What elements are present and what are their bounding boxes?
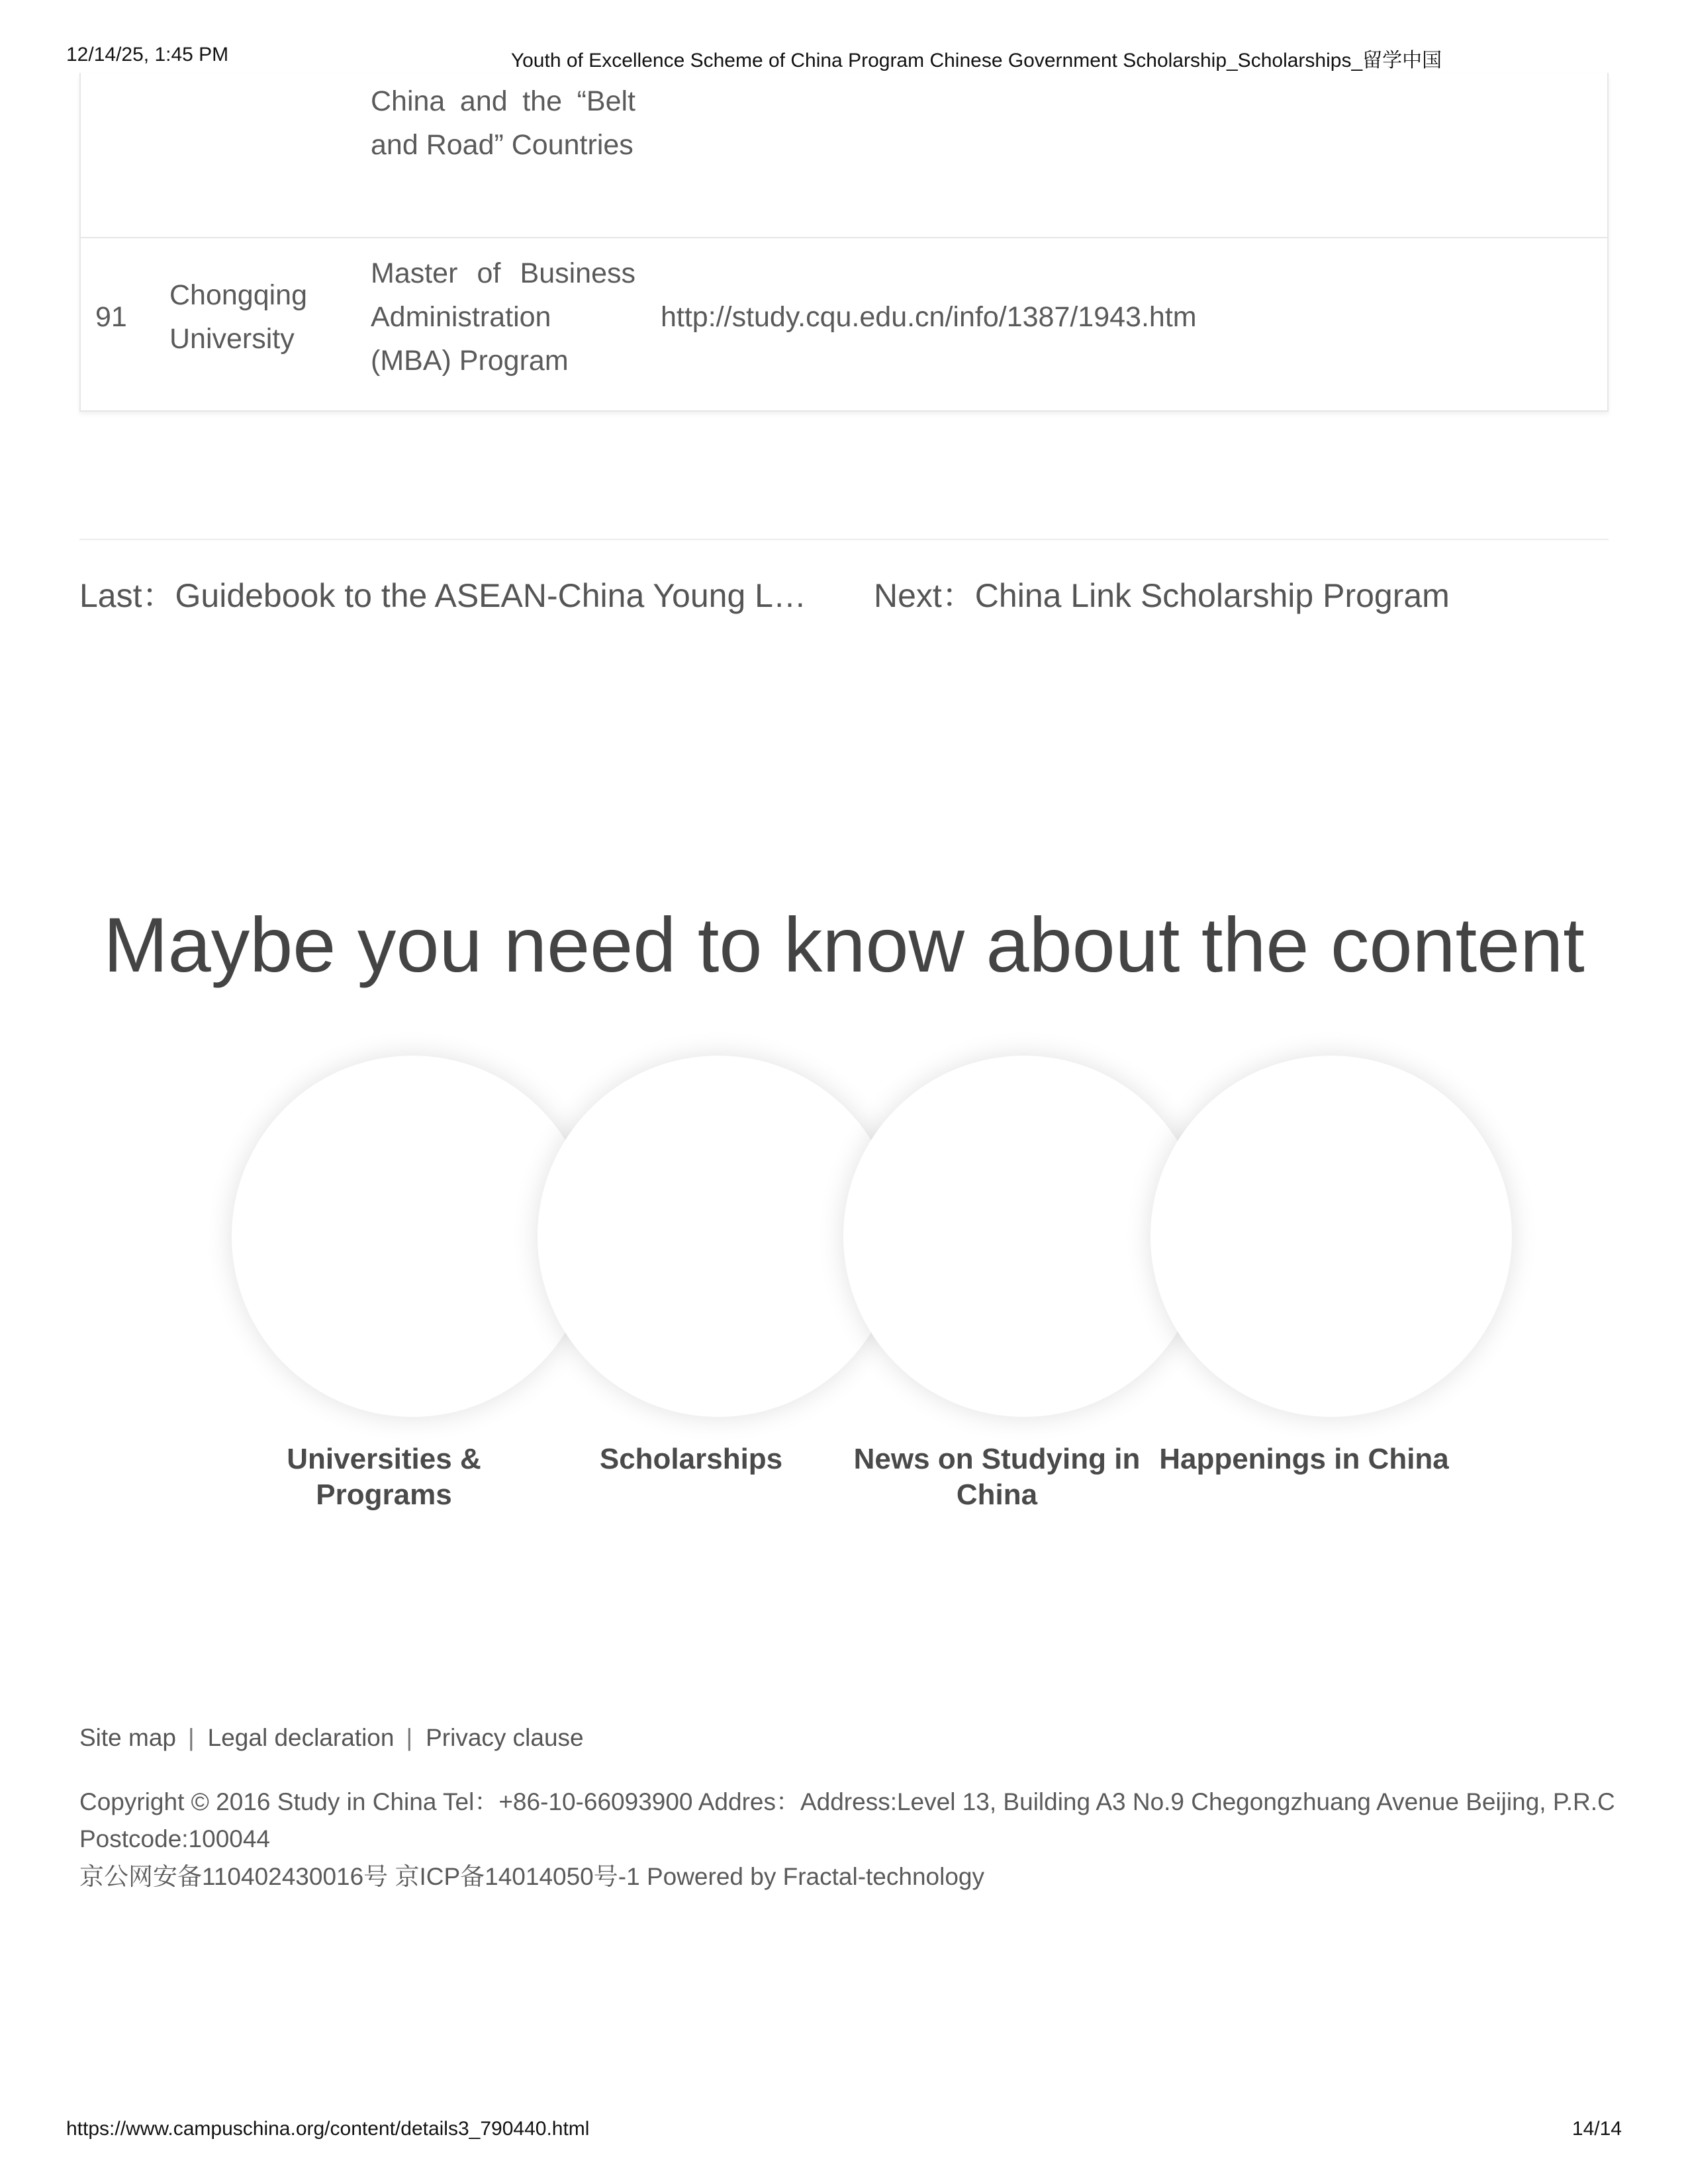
table-cell-program: China and the “Belt and Road” Countries (371, 85, 635, 161)
table-cell-program: Master of Business Administration (MBA) Program (371, 257, 635, 377)
legal-declaration-link[interactable]: Legal declaration (207, 1724, 395, 1751)
privacy-clause-link[interactable]: Privacy clause (426, 1724, 584, 1751)
print-page-title: Youth of Excellence Scheme of China Program Chinese Government Scholarship_Scholarships_留学中国 (510, 50, 1442, 71)
happenings-link[interactable]: Happenings in China (1159, 1443, 1449, 1475)
programs-table (79, 73, 1609, 412)
next-post-link[interactable]: Next：China Link Scholarship Program (874, 577, 1450, 614)
table-row-divider (81, 237, 1607, 238)
link-separator: | (406, 1724, 413, 1751)
copyright-text: Copyright © 2016 Study in China Tel：+86-10-66093900 Addres：Address:Level 13, Building A3 No.9 Chegongzhuang Avenue Beijing, P.R.C Postcode:100044 (79, 1788, 1615, 1852)
table-cell-number: 91 (95, 301, 127, 333)
link-separator: | (188, 1724, 195, 1751)
scholarships-link[interactable]: Scholarships (599, 1443, 783, 1475)
table-cell-university: Chongqing University (169, 279, 308, 355)
happenings-circle[interactable] (1150, 1056, 1512, 1417)
table-cell-url-link[interactable]: http://study.cqu.edu.cn/info/1387/1943.htm (661, 301, 1197, 333)
icp-registration-text: 京公网安备110402430016号 京ICP备14014050号-1 Powered by Fractal-technology (79, 1863, 984, 1890)
related-content-title: Maybe you need to know about the content (103, 901, 1585, 988)
print-date: 12/14/25, 1:45 PM (66, 44, 229, 66)
previous-post-link[interactable]: Last：Guidebook to the ASEAN-China Young L… (79, 577, 806, 614)
site-map-link[interactable]: Site map (79, 1724, 177, 1751)
footer-links (79, 1724, 584, 1752)
section-divider (79, 539, 1609, 540)
news-studying-link[interactable]: News on Studying in China (853, 1443, 1141, 1511)
print-url: https://www.campuschina.org/content/details3_790440.html (66, 2118, 590, 2140)
universities-programs-link[interactable]: Universities & Programs (287, 1443, 481, 1511)
print-page-number: 14/14 (1571, 2118, 1622, 2140)
